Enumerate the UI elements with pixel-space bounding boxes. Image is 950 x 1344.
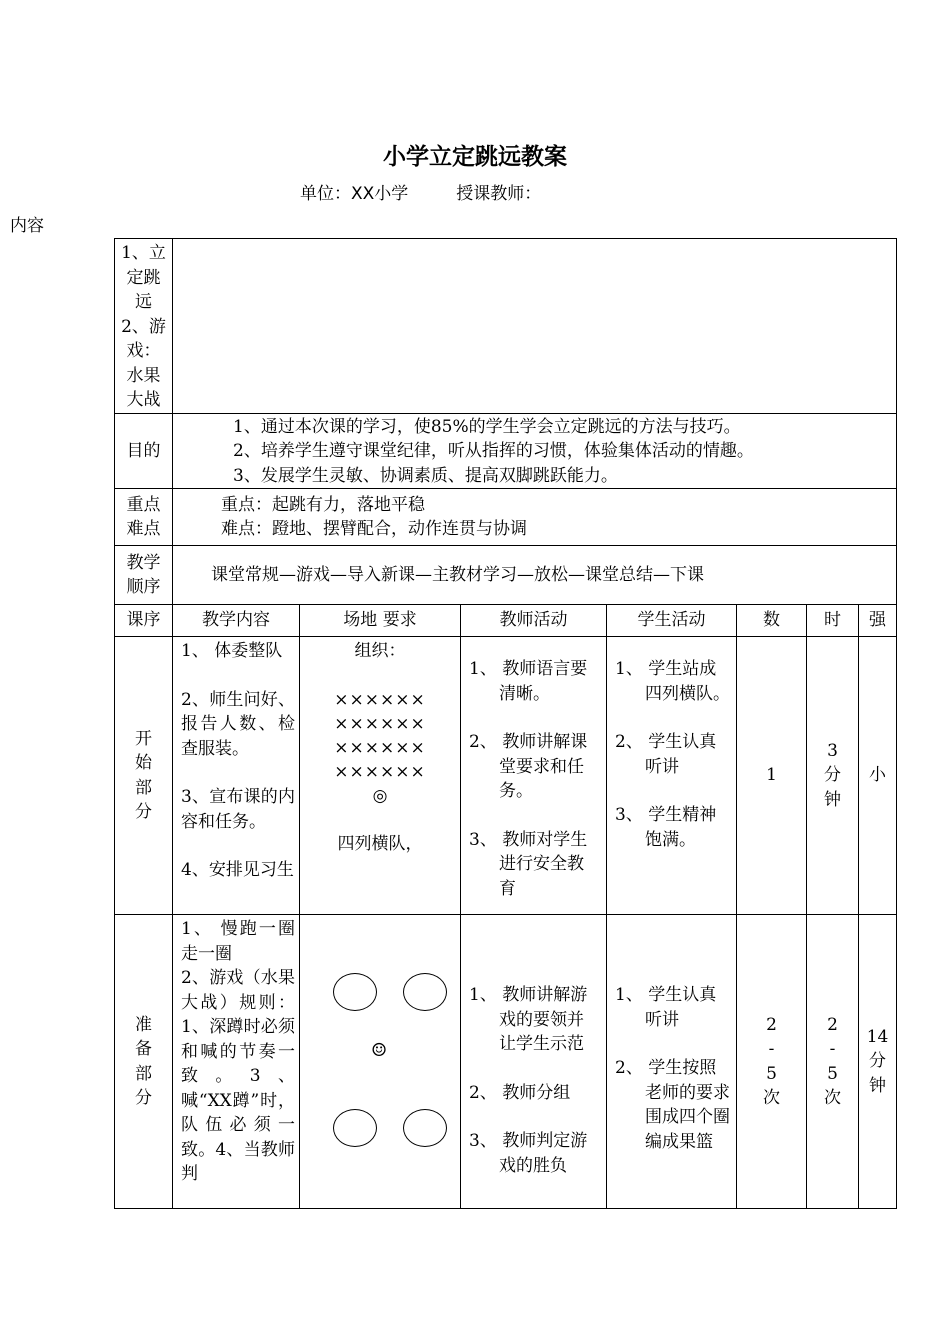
prepare-time: 2 - 5 次 — [807, 915, 859, 1209]
group-circle — [403, 1109, 447, 1147]
header-count: 数 — [737, 605, 807, 637]
prepare-intensity: 14 分 钟 — [859, 915, 897, 1209]
header-content: 教学内容 — [173, 605, 300, 637]
prepare-content: 1、 慢跑一圈走一圈 2、游戏（水果大战）规则：1、深蹲时必须和喊的节奏一致。3、 喊“XX蹲”时，队伍必须一致。4、当教师判 — [173, 915, 300, 1209]
phase-start: 开 始 部 分 — [115, 637, 173, 915]
formation-row: ×××××× — [334, 761, 426, 782]
unit-label: 单位：XX小学 — [300, 184, 409, 204]
start-teacher: 1、 教师语言要清晰。 2、 教师讲解课堂要求和任务。 3、 教师对学生进行安全教育 — [461, 637, 607, 915]
group-circle — [333, 1109, 377, 1147]
goal-item: 2、培养学生遵守课堂纪律，听从指挥的习惯，体验集体活动的情趣。 — [233, 441, 754, 461]
goal-item: 3、发展学生灵敏、协调素质、提高双脚跳跃能力。 — [233, 465, 618, 486]
start-student: 1、 学生站成四列横队。 2、 学生认真听讲 3、 学生精神饱满。 — [607, 637, 737, 915]
header-intensity: 强 — [859, 605, 897, 637]
goal-item: 1、通过本次课的学习，使85%的学生学会立定跳远的方法与技巧。 — [233, 416, 741, 437]
header-field: 场地 要求 — [300, 605, 461, 637]
goal-cell — [173, 413, 897, 489]
start-content: 1、 体委整队 2、师生问好、报告人数、检查服装。 3、宣布课的内容和任务。 4、安排见习生 — [173, 637, 300, 915]
prepare-student: 1、 学生认真听讲 2、 学生按照老师的要求围成四个圈编成果篮 — [607, 915, 737, 1209]
formation-row: ×××××× — [334, 689, 426, 710]
key-point: 重点：起跳有力，落地平稳 — [221, 494, 425, 515]
content-topic-cell: 1、立 定跳 远 2、游 戏： 水果 大战 — [115, 239, 173, 414]
order-text: 课堂常规—游戏—导入新课—主教材学习—放松—课堂总结—下课 — [173, 546, 897, 605]
lesson-plan-table — [114, 238, 897, 1209]
phase-prepare: 准 备 部 分 — [115, 915, 173, 1209]
header-student: 学生活动 — [607, 605, 737, 637]
start-count: 1 — [737, 637, 807, 915]
start-field — [300, 637, 461, 915]
teacher-position-icon: ◎ — [372, 785, 388, 806]
order-label: 教学 顺序 — [115, 546, 173, 605]
subtitle — [300, 182, 541, 206]
difficult-point: 难点：蹬地、摆臂配合，动作连贯与协调 — [221, 519, 527, 539]
content-lead-label: 内容 — [10, 216, 44, 236]
header-teacher: 教师活动 — [461, 605, 607, 637]
document-title: 小学立定跳远教案 — [383, 143, 567, 170]
formation-note: 四列横队， — [337, 834, 423, 854]
field-organize-label: 组织： — [354, 641, 406, 661]
key-cell — [173, 489, 897, 546]
teacher-smiley-icon: ☺ — [371, 1040, 388, 1061]
formation-row: ×××××× — [334, 713, 426, 734]
group-circle — [403, 973, 447, 1011]
content-body-cell — [173, 239, 897, 414]
formation-row: ×××××× — [334, 737, 426, 758]
prepare-teacher: 1、 教师讲解游戏的要领并让学生示范 2、 教师分组 3、 教师判定游戏的胜负 — [461, 915, 607, 1209]
group-circle — [333, 973, 377, 1011]
start-time: 3 分 钟 — [807, 637, 859, 915]
prepare-field — [300, 915, 461, 1209]
key-label: 重点 难点 — [115, 489, 173, 546]
start-intensity: 小 — [859, 637, 897, 915]
header-phase: 课序 — [115, 605, 173, 637]
prepare-count: 2 - 5 次 — [737, 915, 807, 1209]
goal-label: 目的 — [115, 413, 173, 489]
teacher-label: 授课教师： — [456, 184, 542, 204]
header-time: 时 — [807, 605, 859, 637]
